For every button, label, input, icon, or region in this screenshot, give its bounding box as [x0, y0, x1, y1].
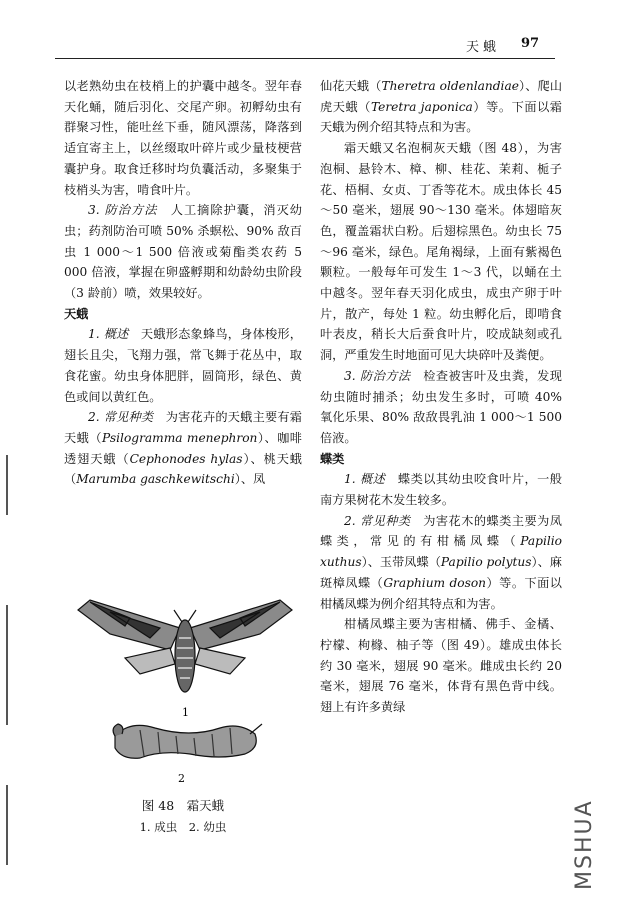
- latin-name: Marumba gaschkewitschi: [76, 472, 235, 487]
- latin-name: Graphium doson: [383, 575, 487, 590]
- item-text: ）、桃天蛾（: [64, 451, 302, 487]
- item-label: 3. 防治方法: [88, 203, 158, 218]
- margin-mark: [6, 455, 8, 515]
- item-text: ）、玉带凤蝶（: [361, 555, 441, 570]
- item-text: ）等。下面以霜天蛾为例介绍其特点和为害。: [320, 99, 562, 135]
- latin-name: Psilogramma menephron: [102, 430, 258, 445]
- figure-48: [70, 588, 300, 788]
- paragraph-control-methods: [320, 366, 562, 449]
- latin-name: Theretra oldenlandiae: [381, 79, 519, 93]
- item-text: 人工摘除护囊，消灭幼虫；药剂防治可喷 50% 杀螟松、90% 敌百虫 1 000～1 500 倍液或菊酯类农药 5 000 倍液，掌握在卵盛孵期和幼龄幼虫阶段（3 龄前）喷，效果较好。: [64, 203, 302, 301]
- latin-name: Teretra japonica: [370, 99, 473, 114]
- adult-moth-drawing: [78, 600, 292, 692]
- paragraph-continuation: 以老熟幼虫在枝梢上的护囊中越冬。翌年春天化蛹，随后羽化、交尾产卵。初孵幼虫有群聚习性，能吐丝下垂，随风漂荡，降落到适宜寄主上，以丝缀取叶碎片或少量枝梗营囊护身。取食迁移时均负囊活动，多聚集于枝梢头为害，啃食叶片。: [64, 79, 302, 197]
- figure-label-2: 2: [178, 772, 185, 785]
- figure-subcaption: 1. 成虫 2. 幼虫: [139, 820, 227, 834]
- larva-drawing: [113, 724, 262, 758]
- item-label: 3. 防治方法: [344, 368, 411, 383]
- paragraph-overview: [64, 324, 302, 407]
- figure-label-1: 1: [182, 706, 189, 719]
- item-text: ）、爬山虎天蛾（: [320, 79, 563, 114]
- running-title: 天蛾: [466, 40, 501, 55]
- paragraph-common-species: [64, 407, 302, 490]
- item-label: 1. 概述: [344, 472, 386, 487]
- paragraph-frost-hawkmoth: 霜天蛾又名泡桐灰天蛾（图 48），为害泡桐、悬铃木、樟、柳、桂花、茉莉、栀子花、梧桐、女贞、丁香等花木。成虫体长 45～50 毫米，翅展 90～130 毫米。体翅暗灰色，覆盖霜状白粉。后翅棕黑色。幼虫长 75～96 毫米，绿色。尾角褐绿，上面有紫褐色颗粒。一般每年可发生 1～3 代，以蛹在土中越冬。翌年春天羽化成虫，成虫产卵于叶片，散产，每处 1 粒。幼虫孵化后，即啃食叶表皮，稍长大后蚕食叶片，咬成缺刻或孔洞，严重发生时地面可见大块碎叶及粪便。: [320, 141, 562, 363]
- item-text: ）、凤: [234, 472, 266, 487]
- paragraph-continuation: [320, 76, 562, 138]
- paragraph-overview: [320, 469, 562, 510]
- section-heading-hawkmoth: 天蛾: [64, 306, 89, 321]
- latin-name: Cephonodes hylas: [129, 451, 243, 466]
- section-heading-butterflies: 蝶类: [320, 451, 345, 466]
- item-label: 1. 概述: [88, 327, 129, 342]
- page-number: 97: [521, 36, 540, 51]
- item-text: 检查被害叶及虫粪，发现幼虫随时捕杀；幼虫发生多时，可喷 40% 氧化乐果、80% 敌敌畏乳油 1 000～1 500 倍液。: [320, 368, 562, 445]
- paragraph-control-methods: [64, 200, 302, 304]
- latin-name: Papilio polytus: [440, 555, 532, 570]
- item-text: ）等。下面以柑橘凤蝶为例介绍其特点和为害。: [320, 575, 562, 611]
- header-rule: [55, 58, 555, 59]
- item-text: 蝶类以其幼虫咬食叶片，一般南方果树花木发生较多。: [320, 472, 562, 508]
- paragraph-common-species: [320, 511, 562, 615]
- item-text: ）、麻斑樟凤蝶（: [320, 555, 562, 590]
- item-label: 2. 常见种类: [88, 410, 154, 425]
- item-text: 为害花木的蝶类主要为凤蝶类，常见的有柑橘凤蝶（: [320, 513, 562, 549]
- item-text: 为害花卉的天蛾主要有霜天蛾（: [64, 410, 302, 445]
- paragraph-swallowtail: 柑橘凤蝶主要为害柑橘、佛手、金橘、柠檬、枸橼、柚子等（图 49）。雄成虫体长约 30 毫米，翅展 90 毫米。雌成虫长约 20 毫米，翅展 76 毫米，体背有黑色背中线。翅上有许多黄绿: [320, 617, 562, 715]
- left-column: [64, 76, 302, 490]
- item-label: 2. 常见种类: [344, 513, 411, 528]
- margin-mark: [6, 785, 8, 865]
- latin-name: Papilio xuthus: [320, 534, 562, 570]
- margin-mark: [6, 605, 8, 725]
- moth-illustration: [70, 588, 300, 788]
- figure-caption: 图 48 霜天蛾: [141, 798, 225, 813]
- scan-margin-marks: [6, 455, 10, 875]
- item-text: 天蛾形态象蜂鸟，身体梭形，翅长且尖，飞翔力强，常飞舞于花丛中，取食花蜜。幼虫身体肥胖，圆筒形，绿色、黄色或间以黄红色。: [64, 327, 302, 404]
- item-text: 仙花天蛾（: [320, 79, 382, 93]
- watermark: MSHUA: [572, 799, 597, 890]
- right-column: [320, 76, 562, 718]
- item-text: ）、咖啡透翅天蛾（: [64, 430, 302, 466]
